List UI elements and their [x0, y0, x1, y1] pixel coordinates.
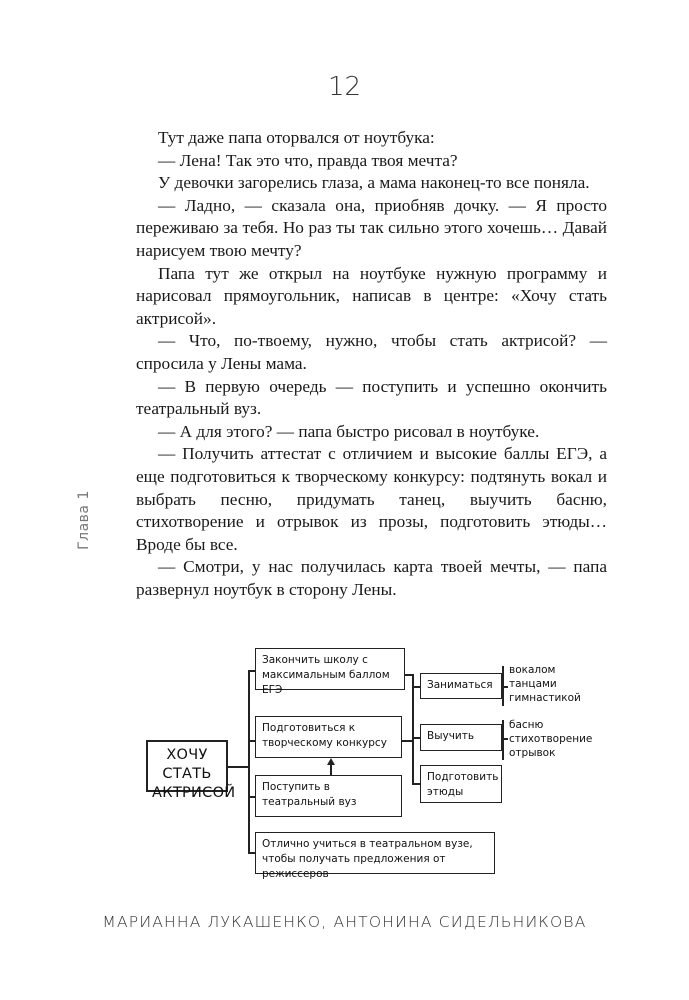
paragraph: — А для этого? — папа быстро рисовал в ноутбуке.	[158, 421, 540, 441]
finish-school-box: Закончить школу с максимальным баллом ЕГЭ	[255, 648, 405, 690]
enter-university-box: Поступить в театральный вуз	[255, 775, 402, 817]
connector-line	[502, 720, 504, 760]
main-goal-box: ХОЧУ СТАТЬ АКТРИСОЙ	[146, 740, 228, 792]
learn-item: басню	[509, 719, 544, 731]
connector-line	[412, 783, 420, 785]
paragraph: — Смотри, у нас получилась карта твоей мечты, — папа развернул ноутбук в сторону Лены.	[136, 557, 607, 599]
connector-line	[502, 738, 508, 740]
paragraph: — В первую очередь — поступить и успешно окончить театральный вуз.	[136, 376, 607, 419]
connector-line	[227, 766, 249, 768]
connector-line	[248, 740, 255, 742]
connector-line	[402, 740, 413, 742]
arrow-up-icon	[327, 758, 335, 765]
paragraph: — Получить аттестат с отличием и высокие баллы ЕГЭ, а еще подготовиться к творческому конкурсу: подтянуть вокал и выбрать песню, придумать танец, выучить басню, стихотворение и отрывок из прозы, подготовить этюды… Вроде бы все.	[136, 444, 607, 554]
connector-line	[502, 666, 504, 706]
learn-item: отрывок	[509, 747, 556, 759]
chapter-label: Глава 1	[76, 490, 92, 550]
footer-authors: МАРИАННА ЛУКАШЕНКО, АНТОНИНА СИДЕЛЬНИКОВА	[102, 913, 587, 931]
arrow-line	[330, 762, 332, 775]
learn-box: Выучить	[420, 724, 502, 751]
connector-line	[502, 686, 508, 688]
connector-line	[412, 686, 420, 688]
connector-line	[412, 674, 414, 784]
connector-line	[248, 796, 255, 798]
prepare-etudes-box: Подготовить этюды	[420, 765, 502, 803]
paragraph: — Что, по-твоему, нужно, чтобы стать актрисой? — спросила у Лены мама.	[136, 331, 607, 373]
connector-line	[248, 852, 255, 854]
paragraph: — Ладно, — сказала она, приобняв дочку. — Я просто переживаю за тебя. Но раз ты так сильно этого хочешь… Давай нарисуем твою мечту?	[136, 195, 607, 260]
connector-line	[412, 737, 420, 739]
practice-item: танцами	[509, 678, 557, 690]
page-number: 12	[327, 72, 362, 102]
paragraph: Папа тут же открыл на ноутбуке нужную программу и нарисовал прямоугольник, написав в центре: «Хочу стать актрисой».	[136, 263, 607, 328]
connector-line	[405, 674, 413, 676]
connector-line	[248, 670, 250, 852]
practice-item: вокалом	[509, 664, 556, 676]
connector-line	[248, 670, 255, 672]
paragraph: Тут даже папа оторвался от ноутбука:	[158, 128, 435, 147]
practice-box: Заниматься	[420, 673, 502, 699]
practice-item: гимнастикой	[509, 692, 581, 704]
paragraph: У девочки загорелись глаза, а мама наконец-то все поняла.	[158, 173, 590, 193]
paragraph: — Лена! Так это что, правда твоя мечта?	[158, 150, 458, 170]
learn-item: стихотворение	[509, 733, 593, 745]
prepare-contest-box: Подготовиться к творческому конкурсу	[255, 716, 402, 758]
body-text	[136, 127, 607, 601]
study-well-box: Отлично учиться в театральном вузе, чтобы получать предложения от режиссеров	[255, 832, 495, 874]
